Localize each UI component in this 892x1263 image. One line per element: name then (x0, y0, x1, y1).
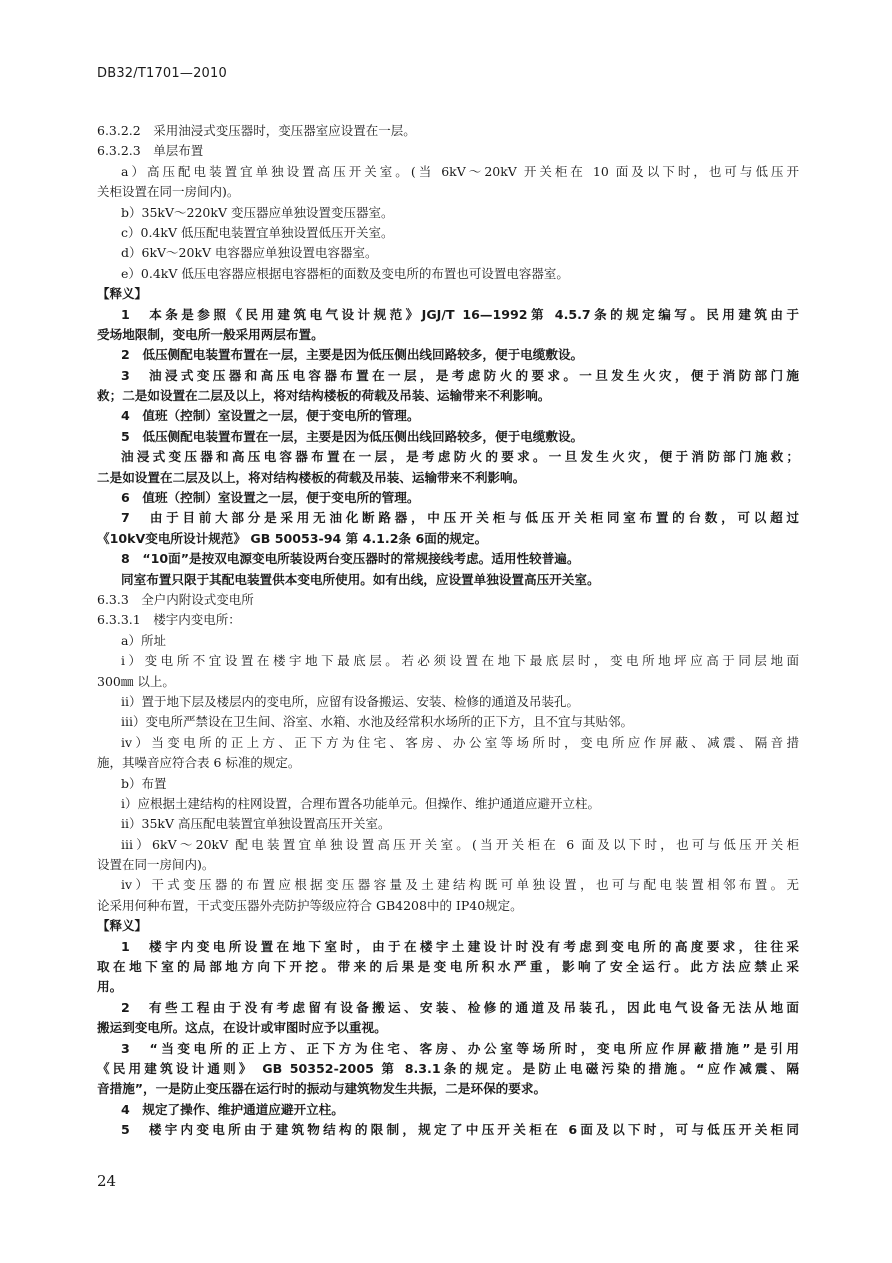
clause-6-3-2-2: 6.3.2.2 采用油浸式变压器时，变压器室应设置在一层。 (97, 123, 416, 138)
interp2-3-line-1: 3 “当变电所的正上方、正下方为住宅、客房、办公室等场所时，变电所应作屏蔽措施”是引用 (121, 1040, 799, 1056)
item-a-site: a）所址 (121, 632, 166, 648)
site-iv-line-1: iv）当变电所的正上方、正下方为住宅、客房、办公室等场所时，变电所应作屏蔽、减震、隔音措 (121, 734, 799, 750)
interpretation-8: 8 “10面”是按双电源变电所装设两台变压器时的常规接线考虑。适用性较普遍。 (121, 551, 580, 567)
body-text (97, 121, 799, 1141)
interpretation-3-line-1: 3 油浸式变压器和高压电容器布置在一层，是考虑防火的要求。一旦发生火灾，便于消防部门施 (121, 367, 799, 383)
item-a-line-1: a）高压配电装置宜单独设置高压开关室。(当 6kV～20kV 开关柜在 10 面及以下时，也可与低压开 (121, 163, 799, 179)
interpretation-1-line-1: 1 本条是参照《民用建筑电气设计规范》JGJ/T 16—1992第 4.5.7条的规定编写。民用建筑由于 (121, 306, 799, 322)
interp2-2-line-2: 搬运到变电所。这点，在设计或审图时应予以重视。 (97, 1020, 387, 1036)
item-c: c）0.4kV 低压配电装置宜单独设置低压开关室。 (121, 224, 394, 240)
interp2-1-line-2: 取在地下室的局部地方向下开挖。带来的后果是变电所积水严重，影响了安全运行。此方法应禁止采 (97, 959, 799, 975)
interp2-3-line-2: 《民用建筑设计通则》 GB 50352-2005 第 8.3.1条的规定。是防止电磁污染的措施。“应作减震、隔 (97, 1060, 799, 1076)
item-b-layout: b）布置 (121, 775, 167, 791)
layout-iv-line-2: 论采用何种布置，干式变压器外壳防护等级应符合 GB4208中的 IP40规定。 (97, 897, 523, 913)
item-e: e）0.4kV 低压电容器应根据电容器柜的面数及变电所的布置也可设置电容器室。 (121, 265, 569, 281)
interp2-5-line-1: 5 楼宇内变电所由于建筑物结构的限制，规定了中压开关柜在 6面及以下时，可与低压开关柜同 (121, 1122, 799, 1138)
clause-6-3-3-heading: 6.3.3 全户内附设式变电所 (97, 591, 254, 607)
interpretation-2: 2 低压侧配电装置布置在一层，主要是因为低压侧出线回路较多，便于电缆敷设。 (121, 347, 584, 363)
interpretation-3-line-2: 救；二是如设置在二层及以上，将对结构楼板的荷载及吊装、运输带来不利影响。 (97, 388, 551, 404)
site-iv-line-2: 施，其噪音应符合表 6 标准的规定。 (97, 755, 301, 771)
site-ii: ii）置于地下层及楼层内的变电所，应留有设备搬运、安装、检修的通道及吊装孔。 (121, 693, 579, 709)
interpretation-5: 5 低压侧配电装置布置在一层，主要是因为低压侧出线回路较多，便于电缆敷设。 (121, 428, 584, 444)
clause-6-3-2-3-heading: 6.3.2.3 单层布置 (97, 143, 204, 159)
interpretation-5-cont-line-2: 二是如设置在二层及以上，将对结构楼板的荷载及吊装、运输带来不利影响。 (97, 469, 526, 485)
layout-i: i）应根据土建结构的柱网设置，合理布置各功能单元。但操作、维护通道应避开立柱。 (121, 795, 600, 811)
interpretation-8-cont: 同室布置只限于其配电装置供本变电所使用。如有出线，应设置单独设置高压开关室。 (121, 571, 600, 587)
interp2-3-line-3: 音措施”，一是防止变压器在运行时的振动与建筑物发生共振，二是环保的要求。 (97, 1081, 547, 1097)
interpretation-5-cont-line-1: 油浸式变压器和高压电容器布置在一层，是考虑防火的要求。一旦发生火灾，便于消防部门施救； (121, 449, 799, 465)
interpretation-7-line-1: 7 由于目前大部分是采用无油化断路器，中压开关柜与低压开关柜同室布置的台数，可以超过 (121, 510, 799, 526)
site-i-line-2: 300㎜ 以上。 (97, 673, 175, 689)
interpretation-6: 6 值班（控制）室设置之一层，便于变电所的管理。 (121, 490, 420, 506)
layout-iii-line-1: iii）6kV～20kV 配电装置宜单独设置高压开关室。(当开关柜在 6 面及以下时，也可与低压开关柜 (121, 836, 799, 852)
layout-iv-line-1: iv）干式变压器的布置应根据变压器容量及土建结构既可单独设置，也可与配电装置相邻布置。无 (121, 877, 799, 893)
interp2-1-line-1: 1 楼宇内变电所设置在地下室时，由于在楼宇土建设计时没有考虑到变电所的高度要求，往往采 (121, 938, 799, 954)
interp2-4: 4 规定了操作、维护通道应避开立柱。 (121, 1101, 344, 1117)
interpretation-1-line-2: 受场地限制，变电所一般采用两层布置。 (97, 326, 324, 342)
layout-ii: ii）35kV 高压配电装置宜单独设置高压开关室。 (121, 816, 391, 832)
interpretation-7-line-2: 《10kV变电所设计规范》 GB 50053-94 第 4.1.2条 6面的规定。 (97, 530, 488, 546)
item-a-line-2: 关柜设置在同一房间内)。 (97, 184, 240, 200)
interpretation-4: 4 值班（控制）室设置之一层，便于变电所的管理。 (121, 408, 420, 424)
interp2-2-line-1: 2 有些工程由于没有考虑留有设备搬运、安装、检修的通道及吊装孔，因此电气设备无法从地面 (121, 999, 799, 1015)
site-i-line-1: i）变电所不宜设置在楼宇地下最底层。若必须设置在地下最底层时，变电所地坪应高于同层地面 (121, 653, 799, 669)
site-iii: iii）变电所严禁设在卫生间、浴室、水箱、水池及经常积水场所的正下方，且不宜与其贴邻。 (121, 714, 633, 730)
page-number: 24 (97, 1172, 117, 1190)
document-code-header: DB32/T1701—2010 (97, 66, 227, 81)
item-b: b）35kV～220kV 变压器应单独设置变压器室。 (121, 204, 394, 220)
item-d: d）6kV～20kV 电容器应单独设置电容器室。 (121, 245, 378, 261)
clause-6-3-3-1-heading: 6.3.3.1 楼宇内变电所： (97, 612, 241, 628)
interp2-1-line-3: 用。 (97, 979, 123, 995)
interpretation-heading-2: 【释义】 (97, 918, 148, 934)
layout-iii-line-2: 设置在同一房间内)。 (97, 857, 215, 873)
interpretation-heading-1: 【释义】 (97, 286, 148, 302)
